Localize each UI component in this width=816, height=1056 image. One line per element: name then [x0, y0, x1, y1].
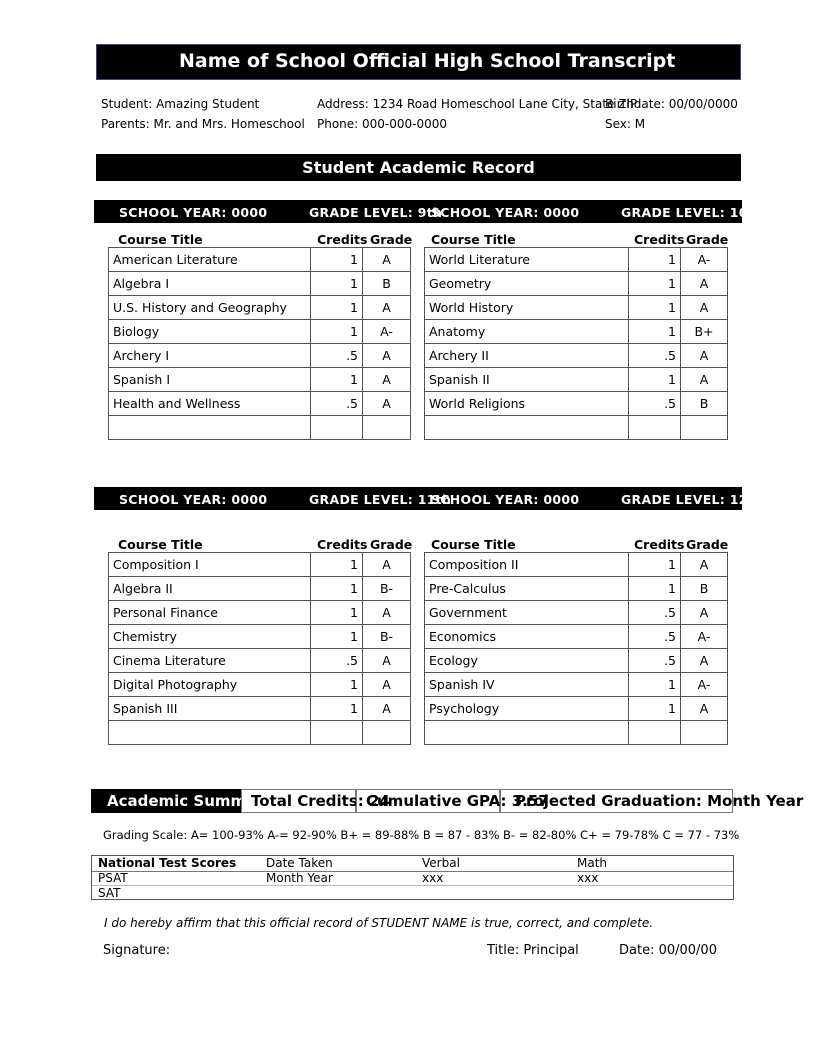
affirmation-statement: I do hereby affirm that this official record of STUDENT NAME is true, correct, and complete.	[104, 916, 654, 930]
grade-cell	[363, 721, 411, 745]
academic-summary-label-box	[91, 789, 274, 813]
course-table-year-2	[424, 247, 728, 440]
grade-cell: A	[363, 673, 411, 697]
course-table-year-4	[424, 552, 728, 745]
divider	[92, 885, 733, 886]
course-title-cell: American Literature	[109, 248, 311, 272]
phone: Phone: 000-000-0000	[317, 117, 448, 131]
credits-cell: 1	[629, 553, 681, 577]
course-row	[425, 625, 728, 649]
credits-cell: 1	[311, 320, 363, 344]
credits-cell	[629, 721, 681, 745]
course-row	[425, 649, 728, 673]
year-bar-1	[94, 200, 764, 223]
course-row	[425, 272, 728, 296]
grade-cell: A	[363, 697, 411, 721]
credits-cell: 1	[629, 577, 681, 601]
course-title-cell: Ecology	[425, 649, 629, 673]
grade-cell: B+	[681, 320, 728, 344]
grade-level-2: GRADE LEVEL: 10th	[621, 205, 764, 220]
cumulative-gpa: Cumulative GPA: 3.57	[366, 792, 549, 810]
credits-cell: 1	[629, 697, 681, 721]
col-credits: Credits	[317, 232, 368, 247]
course-title-cell: World Literature	[425, 248, 629, 272]
grade-cell: A-	[363, 320, 411, 344]
grade-cell: A	[681, 601, 728, 625]
signature-title: Title: Principal	[487, 943, 579, 958]
credits-cell: 1	[629, 248, 681, 272]
credits-cell: 1	[311, 601, 363, 625]
grade-cell: A	[363, 601, 411, 625]
course-row	[109, 649, 411, 673]
graduation-box	[500, 789, 804, 813]
course-row	[109, 673, 411, 697]
total-credits: Total Credits: 24	[251, 792, 390, 810]
course-title-cell: Spanish IV	[425, 673, 629, 697]
grade-cell: A	[363, 296, 411, 320]
col-course-title: Course Title	[431, 232, 516, 247]
course-row	[425, 673, 728, 697]
grade-cell: A	[363, 368, 411, 392]
grade-cell: A	[681, 368, 728, 392]
grade-cell: A	[363, 553, 411, 577]
course-row	[109, 697, 411, 721]
course-title-cell	[425, 721, 629, 745]
credits-cell: .5	[629, 601, 681, 625]
course-title-cell: Health and Wellness	[109, 392, 311, 416]
course-title-cell: Spanish III	[109, 697, 311, 721]
grade-cell: A-	[681, 673, 728, 697]
grade-cell	[681, 721, 728, 745]
course-table-year-3	[108, 552, 411, 745]
course-title-cell: U.S. History and Geography	[109, 296, 311, 320]
course-row	[109, 553, 411, 577]
school-year-2: SCHOOL YEAR: 0000	[431, 205, 580, 220]
academic-record-title: Student Academic Record	[302, 158, 535, 177]
grade-cell: A	[681, 296, 728, 320]
col-grade: Grade	[686, 537, 729, 552]
empty-row	[109, 416, 411, 440]
grade-cell: B	[681, 577, 728, 601]
credits-cell: 1	[311, 673, 363, 697]
empty-row	[109, 721, 411, 745]
course-title-cell: Government	[425, 601, 629, 625]
signature-date: Date: 00/00/00	[619, 943, 717, 958]
course-title-cell: Psychology	[425, 697, 629, 721]
credits-cell: 1	[629, 296, 681, 320]
credits-cell	[629, 416, 681, 440]
test-name: PSAT	[98, 871, 128, 885]
grade-cell: A	[681, 344, 728, 368]
col-grade: Grade	[370, 537, 413, 552]
col-credits: Credits	[634, 232, 685, 247]
test-name: SAT	[98, 886, 121, 900]
grade-cell: B	[363, 272, 411, 296]
col-course-title: Course Title	[118, 232, 203, 247]
credits-cell: 1	[311, 272, 363, 296]
credits-cell: 1	[629, 320, 681, 344]
credits-cell: .5	[629, 649, 681, 673]
birthdate: Birthdate: 00/00/0000	[605, 97, 738, 111]
course-title-cell: Pre-Calculus	[425, 577, 629, 601]
test-verbal: xxx	[422, 871, 444, 885]
credits-cell: 1	[311, 296, 363, 320]
test-date: Month Year	[266, 871, 333, 885]
credits-cell: 1	[311, 553, 363, 577]
credits-cell: 1	[311, 697, 363, 721]
course-title-cell: Archery II	[425, 344, 629, 368]
credits-cell	[311, 416, 363, 440]
tests-header-date: Date Taken	[266, 856, 333, 870]
course-title-cell: Anatomy	[425, 320, 629, 344]
grade-cell: A	[363, 248, 411, 272]
course-table-year-1	[108, 247, 411, 440]
divider	[92, 871, 733, 872]
credits-cell: 1	[311, 625, 363, 649]
course-row	[425, 320, 728, 344]
course-title-cell	[109, 721, 311, 745]
empty-row	[425, 721, 728, 745]
parents-name: Parents: Mr. and Mrs. Homeschool	[101, 117, 305, 131]
course-row	[109, 625, 411, 649]
course-row	[425, 368, 728, 392]
academic-record-bar	[96, 154, 741, 181]
course-row	[109, 577, 411, 601]
grade-cell: B-	[363, 577, 411, 601]
credits-cell: 1	[629, 673, 681, 697]
tests-header-verbal: Verbal	[422, 856, 460, 870]
signature-label: Signature:	[103, 943, 171, 958]
course-row	[109, 392, 411, 416]
grade-cell: A	[363, 344, 411, 368]
col-credits: Credits	[634, 537, 685, 552]
course-title-cell: Digital Photography	[109, 673, 311, 697]
sex: Sex: M	[605, 117, 646, 131]
test-math: xxx	[577, 871, 599, 885]
grade-cell: A	[681, 649, 728, 673]
grade-cell: B-	[363, 625, 411, 649]
course-title-cell: Spanish I	[109, 368, 311, 392]
grade-level-3: GRADE LEVEL: 11th	[309, 492, 452, 507]
course-row	[425, 248, 728, 272]
course-title-cell: Algebra I	[109, 272, 311, 296]
test-scores-table	[91, 855, 734, 900]
course-row	[109, 296, 411, 320]
grade-cell: A	[681, 553, 728, 577]
credits-cell	[311, 721, 363, 745]
course-row	[425, 577, 728, 601]
grade-level-4: GRADE LEVEL: 12th	[621, 492, 764, 507]
course-row	[425, 296, 728, 320]
course-row	[109, 601, 411, 625]
credits-cell: 1	[311, 368, 363, 392]
grade-cell	[363, 416, 411, 440]
school-year-1: SCHOOL YEAR: 0000	[119, 205, 268, 220]
course-title-cell: World Religions	[425, 392, 629, 416]
col-credits: Credits	[317, 537, 368, 552]
col-grade: Grade	[370, 232, 413, 247]
course-row	[109, 272, 411, 296]
credits-cell: .5	[311, 649, 363, 673]
course-title-cell: Composition I	[109, 553, 311, 577]
grading-scale: Grading Scale: A= 100-93% A-= 92-90% B+ = 89-88% B = 87 - 83% B- = 82-80% C+ = 79-78% C = 77 - 73%	[103, 828, 740, 842]
credits-cell: .5	[629, 392, 681, 416]
credits-cell: 1	[311, 577, 363, 601]
grade-cell: A	[681, 697, 728, 721]
empty-row	[425, 416, 728, 440]
credits-cell: .5	[311, 392, 363, 416]
projected-graduation: Projected Graduation: Month Year	[515, 792, 804, 810]
course-title-cell: Cinema Literature	[109, 649, 311, 673]
grade-cell: B	[681, 392, 728, 416]
course-title-cell: Economics	[425, 625, 629, 649]
academic-summary-label: Academic Summary	[107, 792, 274, 810]
address: Address: 1234 Road Homeschool Lane City, State ZIP	[317, 97, 638, 111]
school-year-4: SCHOOL YEAR: 0000	[431, 492, 580, 507]
tests-header-name: National Test Scores	[98, 856, 237, 870]
course-title-cell: Geometry	[425, 272, 629, 296]
credits-cell: 1	[629, 368, 681, 392]
course-row	[425, 344, 728, 368]
course-title-cell: Spanish II	[425, 368, 629, 392]
course-title-cell	[109, 416, 311, 440]
grade-level-1: GRADE LEVEL: 9th	[309, 205, 443, 220]
course-row	[109, 344, 411, 368]
course-title-cell: Personal Finance	[109, 601, 311, 625]
credits-cell: 1	[629, 272, 681, 296]
course-title-cell: Composition II	[425, 553, 629, 577]
course-row	[425, 601, 728, 625]
credits-cell: .5	[629, 625, 681, 649]
course-title-cell: World History	[425, 296, 629, 320]
transcript-title: Name of School Official High School Transcript	[179, 50, 676, 72]
course-row	[109, 368, 411, 392]
credits-cell: .5	[629, 344, 681, 368]
course-row	[109, 248, 411, 272]
grade-cell: A	[681, 272, 728, 296]
student-name: Student: Amazing Student	[101, 97, 260, 111]
grade-cell	[681, 416, 728, 440]
school-year-3: SCHOOL YEAR: 0000	[119, 492, 268, 507]
credits-cell: 1	[311, 248, 363, 272]
course-title-cell: Algebra II	[109, 577, 311, 601]
gpa-box	[356, 789, 549, 813]
col-course-title: Course Title	[118, 537, 203, 552]
grade-cell: A	[363, 392, 411, 416]
col-course-title: Course Title	[431, 537, 516, 552]
course-title-cell: Biology	[109, 320, 311, 344]
grade-cell: A-	[681, 248, 728, 272]
grade-cell: A	[363, 649, 411, 673]
year-bar-2	[94, 487, 764, 510]
course-title-cell: Chemistry	[109, 625, 311, 649]
grade-cell: A-	[681, 625, 728, 649]
academic-summary-bar	[91, 789, 804, 813]
col-grade: Grade	[686, 232, 729, 247]
course-row	[425, 697, 728, 721]
tests-header-math: Math	[577, 856, 608, 870]
course-title-cell	[425, 416, 629, 440]
course-row	[425, 553, 728, 577]
course-row	[109, 320, 411, 344]
total-credits-box	[241, 789, 390, 813]
course-row	[425, 392, 728, 416]
course-title-cell: Archery I	[109, 344, 311, 368]
credits-cell: .5	[311, 344, 363, 368]
